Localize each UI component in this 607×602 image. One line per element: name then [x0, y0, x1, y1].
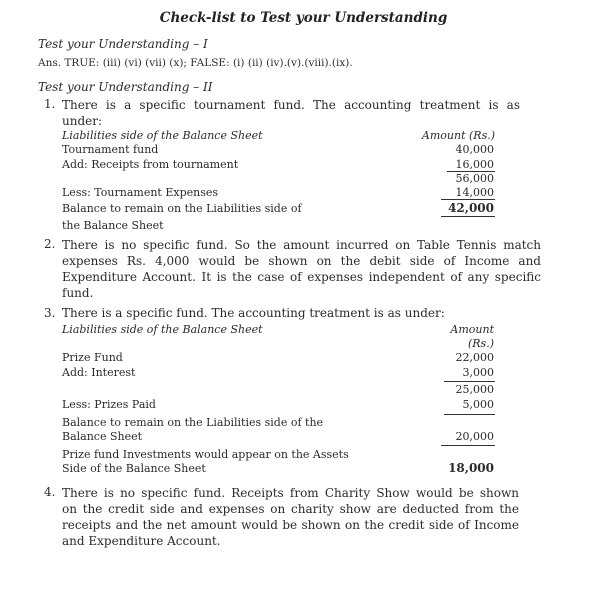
item-3-balance-amount: 20,000	[455, 430, 494, 443]
item-3-table-header-amount: Amount	[450, 323, 494, 336]
item-3-interest-label: Add: Interest	[62, 366, 136, 379]
item-1-row-label: Balance to remain on the Liabilities side of	[62, 202, 302, 215]
item-3-investments-label: Prize fund Investments would appear on the Assets	[62, 448, 349, 461]
item-3-balance-rule	[441, 445, 495, 446]
item-1-row-amount: 40,000	[455, 143, 494, 156]
item-1-number: 1.	[44, 97, 56, 111]
item-1-row-amount: 56,000	[455, 172, 494, 185]
test-1-answer: Ans. TRUE: (iii) (vi) (vii) (x); FALSE: (i) (ii) (iv).(v).(viii).(ix).	[38, 57, 353, 69]
item-2-line: There is no specific fund. So the amount incurred on Table Tennis match	[62, 238, 541, 252]
item-3-table-header-unit: (Rs.)	[467, 337, 494, 350]
item-2-text	[62, 237, 541, 301]
item-1-line: There is a specific tournament fund. The accounting treatment is as	[62, 98, 520, 112]
item-1-line: under:	[62, 114, 103, 128]
item-3-balance-label: Balance Sheet	[62, 430, 143, 443]
item-2-line: expenses Rs. 4,000 would be shown on the debit side of Income and	[62, 254, 541, 268]
item-4-text	[62, 485, 519, 549]
item-1-text	[62, 97, 520, 129]
item-3-prizes-amount: 5,000	[462, 398, 494, 411]
item-3-prizes-rule	[444, 414, 495, 415]
item-2-line: Expenditure Account. It is the case of expenses independent of any specific	[62, 270, 541, 284]
item-3-table-header-label: Liabilities side of the Balance Sheet	[62, 323, 263, 336]
item-3-intro: There is a specific fund. The accounting treatment is as under:	[62, 306, 445, 320]
item-3-balance-label: Balance to remain on the Liabilities side of the	[62, 416, 324, 429]
item-1-total-amount: 42,000	[448, 201, 494, 215]
item-1-total-underline	[441, 216, 495, 217]
item-1-row-amount: 14,000	[455, 186, 494, 199]
item-2-number: 2.	[44, 237, 56, 251]
item-4-line: on the credit side and expenses on charity show are deducted from the	[62, 502, 519, 516]
test-1-heading: Test your Understanding – I	[38, 37, 208, 51]
item-1-row-label: Tournament fund	[62, 143, 159, 156]
item-3-subtotal-rule	[444, 381, 495, 382]
item-1-row-label: Add: Receipts from tournament	[62, 158, 239, 171]
test-2-heading: Test your Understanding – II	[38, 80, 213, 94]
item-4-line: There is no specific fund. Receipts from Charity Show would be shown	[62, 486, 519, 500]
item-3-interest-amount: 3,000	[462, 366, 494, 379]
item-1-table-header-label: Liabilities side of the Balance Sheet	[62, 129, 263, 142]
item-1-row-label: Less: Tournament Expenses	[62, 186, 219, 199]
item-3-investments-label: Side of the Balance Sheet	[62, 462, 206, 475]
item-2-line: fund.	[62, 286, 94, 300]
item-4-line: receipts and the net amount would be shown on the credit side of Income	[62, 518, 519, 532]
item-1-total-rule	[441, 199, 495, 200]
item-3-number: 3.	[44, 306, 56, 320]
item-3-investments-amount: 18,000	[448, 461, 494, 475]
item-3-prize-fund-amount: 22,000	[455, 351, 494, 364]
page-title: Check-list to Test your Understanding	[159, 10, 448, 26]
item-3-prize-fund-label: Prize Fund	[62, 351, 123, 364]
item-3-prizes-label: Less: Prizes Paid	[62, 398, 156, 411]
item-4-number: 4.	[44, 485, 56, 499]
item-3-subtotal-amount: 25,000	[455, 383, 494, 396]
item-1-table-header-amount: Amount (Rs.)	[421, 129, 495, 142]
item-1-row-amount: 16,000	[455, 158, 494, 171]
item-4-line: and Expenditure Account.	[62, 534, 221, 548]
item-1-row-label: the Balance Sheet	[62, 219, 164, 232]
